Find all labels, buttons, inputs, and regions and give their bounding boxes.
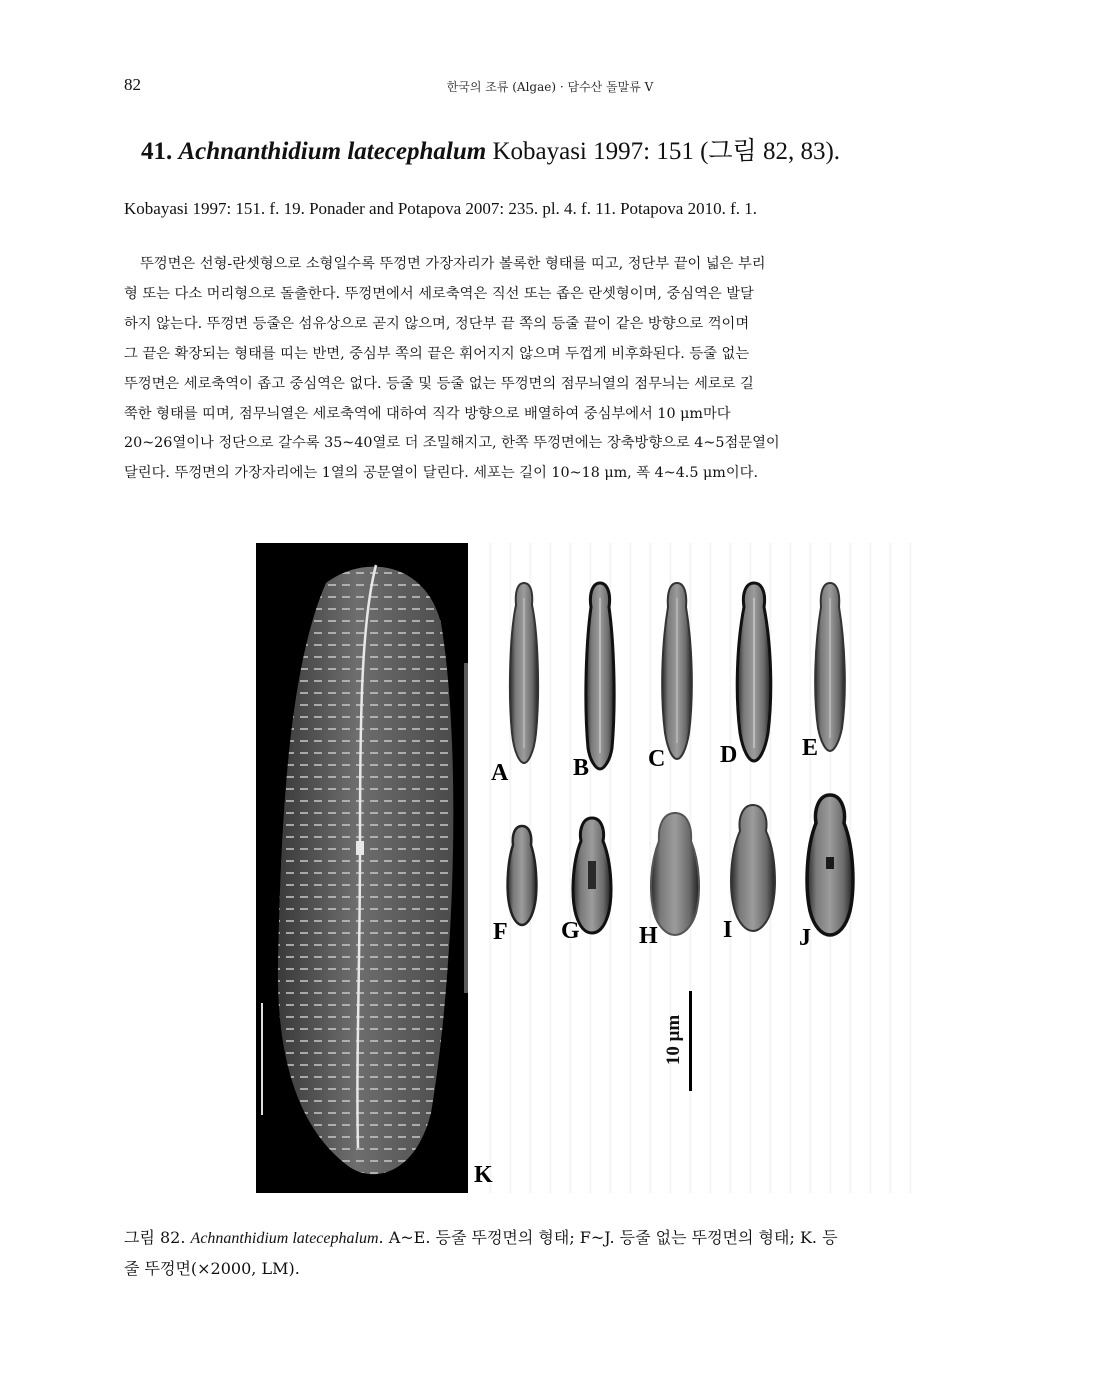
sem-micrograph (256, 543, 468, 1193)
description-line: 달린다. 뚜껑면의 가장자리에는 1열의 공문열이 달린다. 세포는 길이 10~18 μm, 폭 4~4.5 μm이다. (124, 465, 759, 482)
description-line: 쭉한 형태를 띠며, 점무늬열은 세로축역에 대하여 직각 방향으로 배열하여 중심부에서 10 μm마다 (124, 405, 731, 422)
valve-f (508, 826, 537, 925)
scale-bar (689, 991, 692, 1091)
panel-label-d: D (720, 742, 738, 768)
running-header: 한국의 조류 (Algae) · 담수산 돌말류 V (446, 80, 654, 94)
valve-i (731, 805, 775, 931)
valve-j (807, 795, 853, 935)
panel-label-c: C (648, 746, 666, 772)
valve-e (815, 583, 845, 751)
figure-caption (124, 1223, 976, 1284)
valve-h (651, 813, 699, 935)
panel-label-h: H (639, 923, 658, 949)
panel-label-i: I (723, 917, 733, 943)
description-line: 뚜껑면은 세로축역이 좁고 중심역은 없다. 등줄 및 등줄 없는 뚜껑면의 점무늬열의 점무늬는 세로로 길 (124, 375, 754, 392)
species-authority: Kobayasi 1997: 151 (그림 82, 83). (492, 138, 841, 165)
scale-bar-text: 10 μm (663, 1014, 685, 1066)
valve-d (737, 583, 771, 761)
description-text: 뚜껑면은 선형-란셋형으로 소형일수록 뚜껑면 가장자리가 볼록한 형태를 띠고, 정단부 끝이 넓은 부리 (140, 256, 766, 272)
panel-label-j: J (799, 925, 811, 951)
panel-label-a: A (491, 760, 509, 786)
panel-label-k: K (474, 1162, 493, 1188)
lm-micrographs (472, 543, 912, 1193)
sem-valve-image (256, 543, 468, 1193)
panel-label-b: B (573, 755, 590, 781)
species-binomial: Achnanthidium latecephalum (178, 138, 487, 165)
scale-bar-label (662, 1000, 686, 1080)
caption-text: . A~E. 등줄 뚜껑면의 형태; F~J. 등줄 없는 뚜껑면의 형태; K. 등 (378, 1228, 838, 1247)
caption-line-1 (124, 1223, 976, 1254)
references: Kobayasi 1997: 151. f. 19. Ponader and Potapova 2007: 235. pl. 4. f. 11. Potapova 2010. f. 1. (124, 199, 758, 218)
panel-label-f: F (493, 919, 508, 945)
valve-c (662, 583, 692, 759)
page-number: 82 (124, 75, 141, 94)
caption-line-2: 줄 뚜껑면(×2000, LM). (124, 1259, 300, 1278)
panel-label-e: E (802, 735, 819, 761)
description-line: 하지 않는다. 뚜껑면 등줄은 섬유상으로 곧지 않으며, 정단부 끝 쪽의 등줄 끝이 같은 방향으로 꺽이며 (124, 315, 750, 332)
caption-taxon: Achnanthidium latecephalum (190, 1230, 379, 1247)
caption-label: 그림 82. (124, 1228, 186, 1247)
panel-label-g: G (561, 918, 580, 944)
valve-g (573, 818, 611, 933)
description-line: 형 또는 다소 머리형으로 돌출한다. 뚜껑면에서 세로축역은 직선 또는 좁은 란셋형이며, 중심역은 발달 (124, 285, 754, 302)
description-line: 20~26열이나 정단으로 갈수록 35~40열로 더 조밀해지고, 한쪽 뚜껑면에는 장축방향으로 4~5점문열이 (124, 435, 780, 452)
valve-b (586, 583, 614, 769)
description-line (124, 250, 976, 280)
species-heading (141, 131, 840, 167)
description-line: 그 끝은 확장되는 형태를 띠는 반면, 중심부 쪽의 끝은 휘어지지 않으며 두껍게 비후화된다. 등줄 없는 (124, 345, 750, 362)
lm-valves-image (472, 543, 912, 1193)
description (124, 250, 976, 489)
species-number: 41. (141, 138, 173, 165)
valve-a (510, 583, 538, 763)
